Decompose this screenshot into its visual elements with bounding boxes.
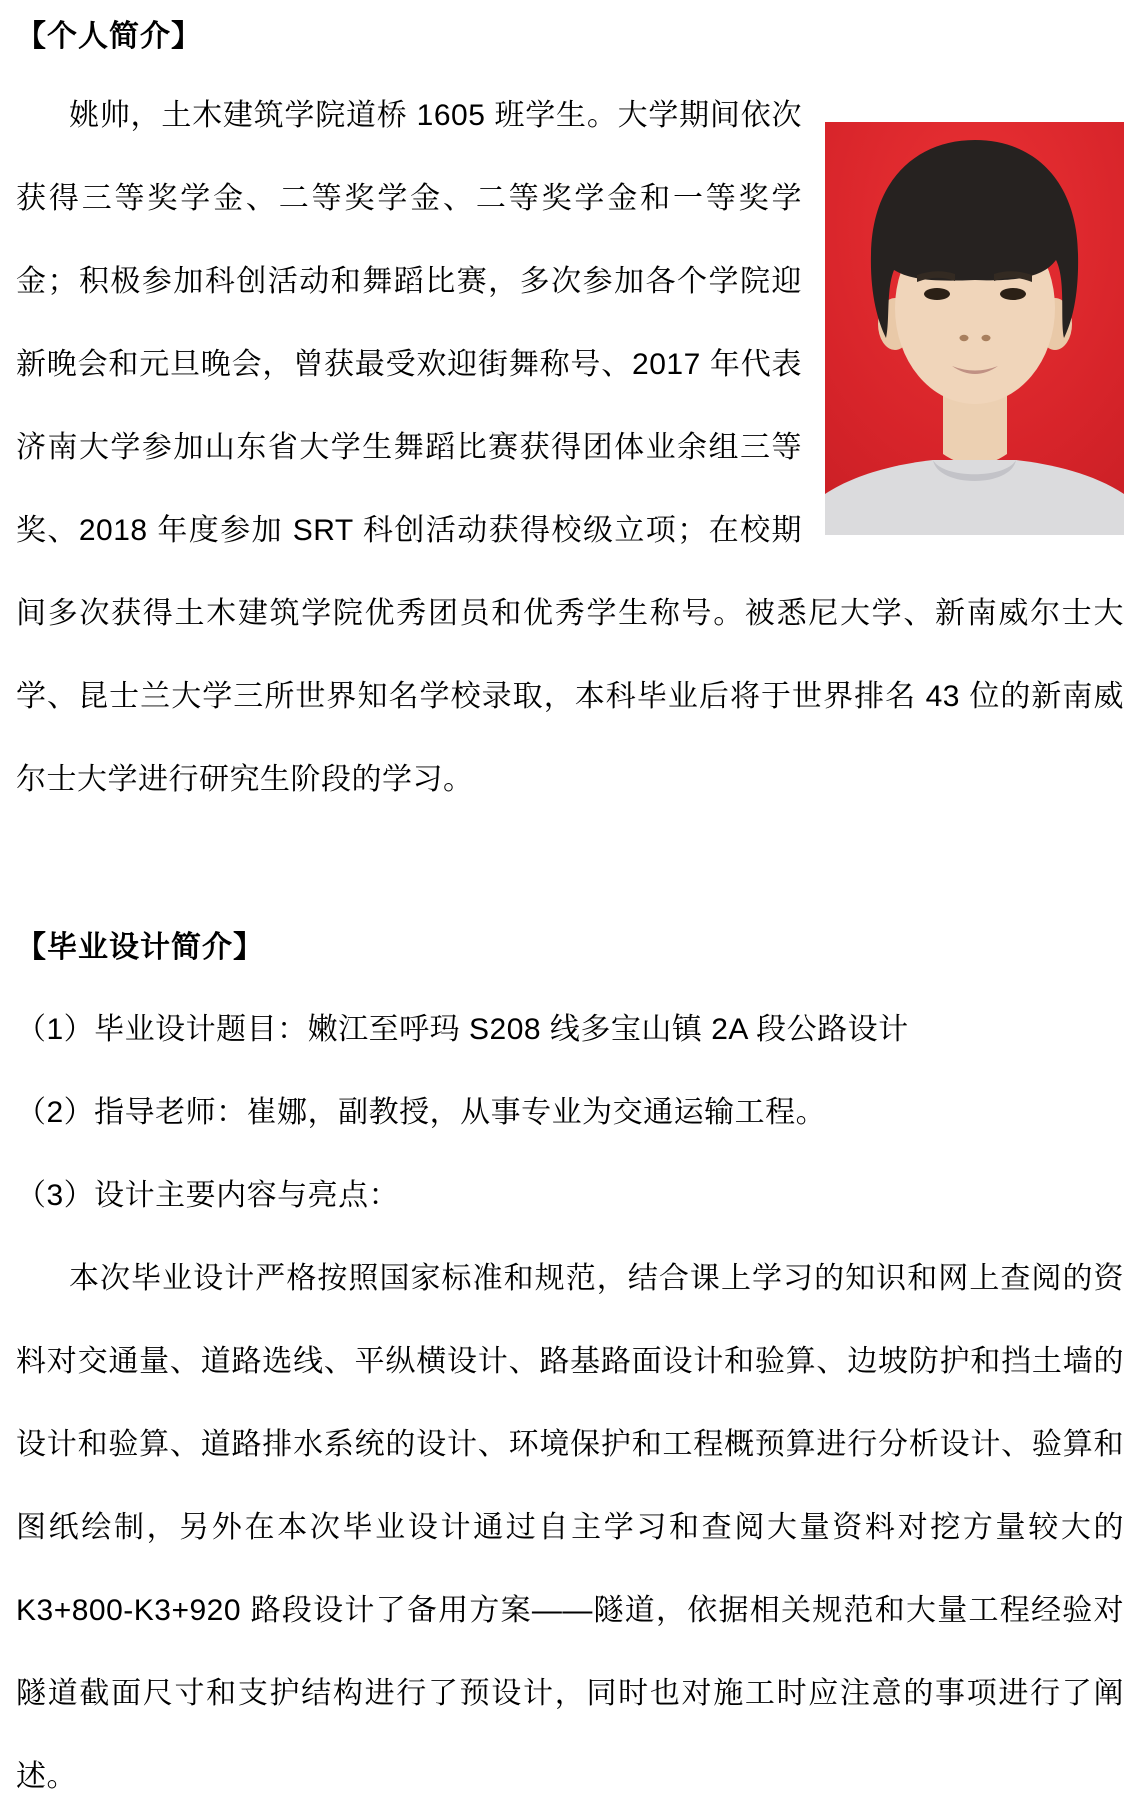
profile-section-heading: 【个人简介】 [16,20,202,53]
design-item-highlights: （3）设计主要内容与亮点： [16,1179,400,1212]
design-section-heading: 【毕业设计简介】 [16,931,264,964]
design-item-list [16,988,1124,1237]
portrait-photo [802,74,1124,535]
design-paragraph: 本次毕业设计严格按照国家标准和规范，结合课上学习的知识和网上查阅的资料对交通量、道路选线、平纵横设计、路基路面设计和验算、边坡防护和挡土墙的设计和验算、道路排水系统的设计、环境保护和工程概预算进行分析设计、验算和图纸绘制，另外在本次毕业设计通过自主学习和查阅大量资料对挖方量较大的 K3+800-K3+920 路段设计了备用方案——隧道，依据相关规范和大量工程经验对隧道截面尺寸和支护结构进行了预设计，同时也对施工时应注意的事项进行了阐述。 [16,1262,1124,1793]
portrait-photo-image [825,122,1124,535]
design-item-advisor: （2）指导老师：崔娜，副教授，从事专业为交通运输工程。 [16,1096,827,1129]
profile-section-body [16,74,1124,821]
document-page [0,14,1140,1818]
profile-paragraph: 姚帅，土木建筑学院道桥 1605 班学生。大学期间依次获得三等奖学金、二等奖学金、二等奖学金和一等奖学金；积极参加科创活动和舞蹈比赛，多次参加各个学院迎新晚会和元旦晚会，曾获最受欢迎街舞称号、2017 年代表济南大学参加山东省大学生舞蹈比赛获得团体业余组三等奖、2018 年度参加 SRT 科创活动获得校级立项；在校期间多次获得土木建筑学院优秀团员和优秀学生称号。被悉尼大学、新南威尔士大学、昆士兰大学三所世界知名学校录取，本科毕业后将于世界排名 43 位的新南威尔士大学进行研究生阶段的学习。 [16,99,1124,796]
design-item-title: （1）毕业设计题目：嫩江至呼玛 S208 线多宝山镇 2A 段公路设计 [16,1013,909,1046]
